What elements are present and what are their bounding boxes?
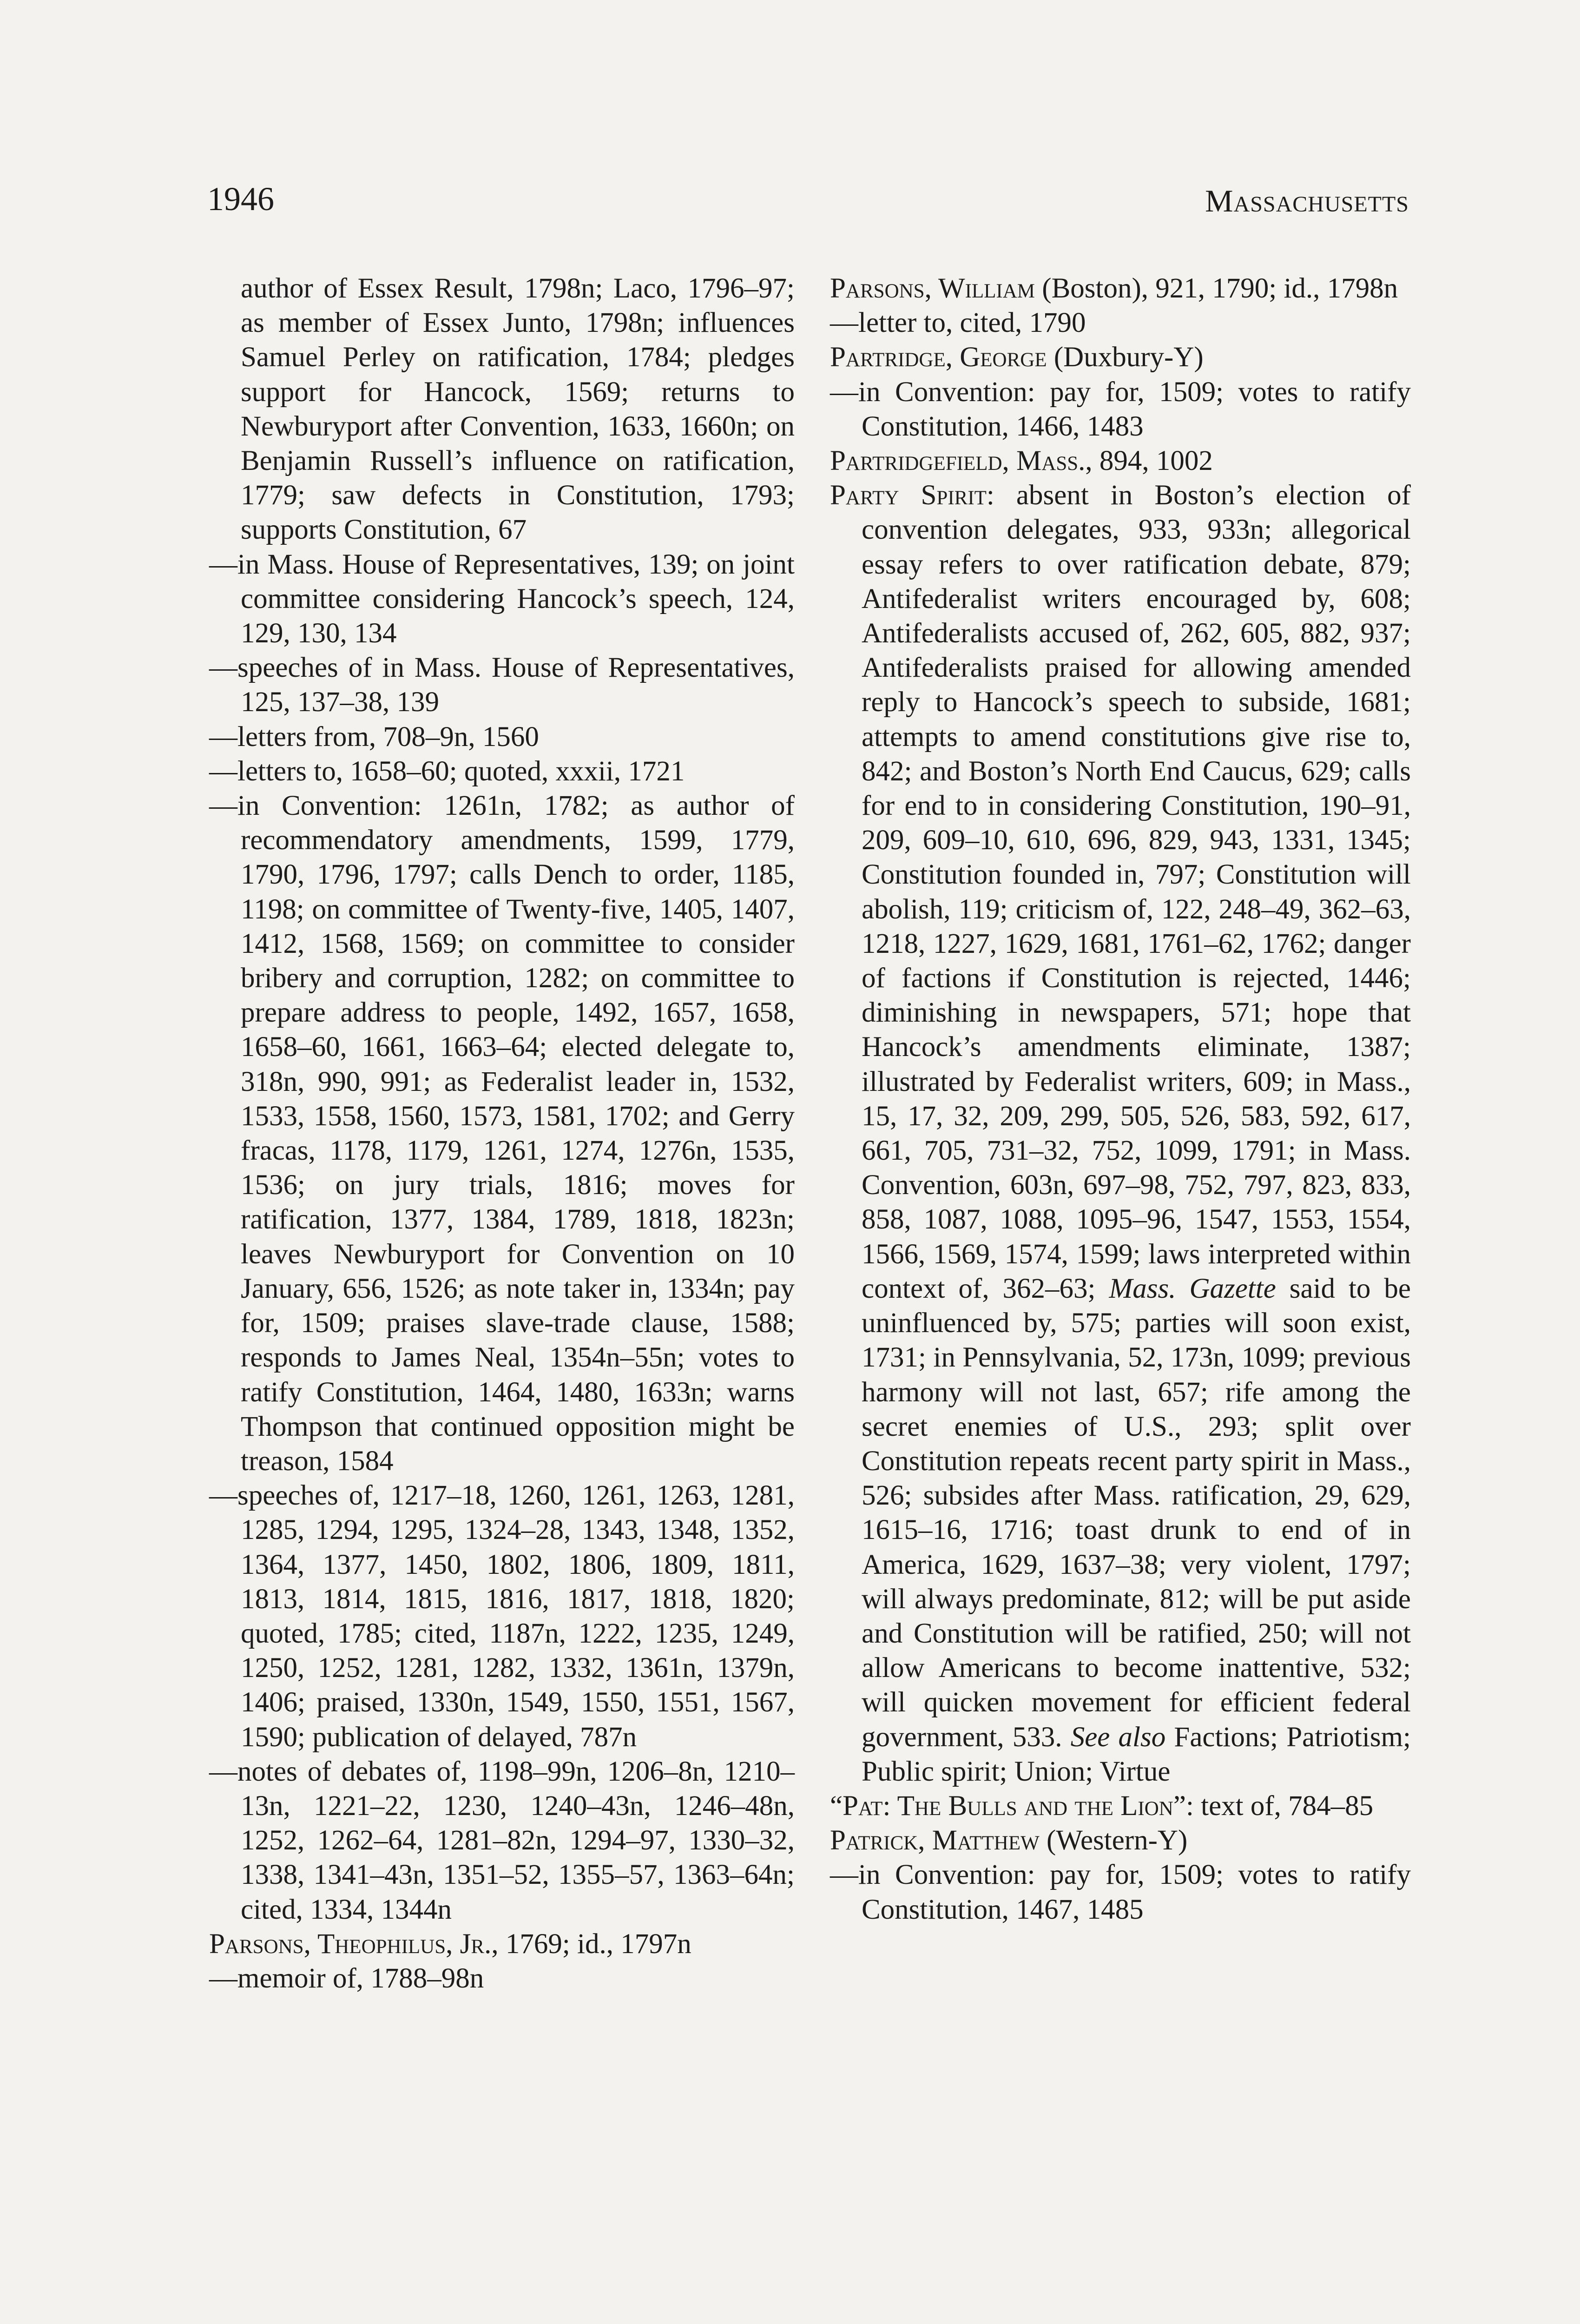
entry-heading: Partridge, George [830,342,1047,373]
subentry-mass-house: —in Mass. House of Representatives, 139; on joint committee considering Hancock’s speech, 124, 129, 130, 134 [209,548,795,649]
subentry-speeches: —speeches of, 1217–18, 1260, 1261, 1263, 1281, 1285, 1294, 1295, 1324–28, 1343, 1348, 1352, 1364, 1377, 1450, 1802, 1806, 1809, 1811, 1813, 1814, 1815, 1816, 1817, 1818, 1820; quoted, 1785; cited, 1187n, 1222, 1235, 1249, 1250, 1252, 1281, 1282, 1332, 1361n, 1379n, 1406; praised, 1330n, 1549, 1550, 1551, 1567, 1590; publication of delayed, 787n [209,1480,795,1753]
entry-text: (Boston), 921, 1790; id., 1798n [1035,273,1398,304]
entry-text: : text of, 784–85 [1185,1790,1374,1822]
subentry-in-convention: —in Convention: 1261n, 1782; as author of recommendatory amendments, 1599, 1779, 1790, 1796, 1797; calls Dench to order, 1185, 1198; on committee of Twenty-five, 1405, 1407, 1412, 1568, 1569; on committee to consider bribery and corruption, 1282; on committee to prepare address to people, 1492, 1657, 1658, 1658–60, 1661, 1663–64; elected delegate to, 318n, 990, 991; as Federalist leader in, 1532, 1533, 1558, 1560, 1573, 1581, 1702; and Gerry fracas, 1178, 1179, 1261, 1274, 1276n, 1535, 1536; on jury trials, 1816; moves for ratification, 1377, 1384, 1789, 1818, 1823n; leaves Newburyport for Convention on 10 January, 656, 1526; as note taker in, 1334n; pay for, 1509; praises slave-trade clause, 1588; responds to James Neal, 1354n–55n; votes to ratify Constitution, 1464, 1480, 1633n; warns Thompson that continued opposition might be treason, 1584 [209,790,795,1477]
entry-text: (Duxbury-Y) [1047,342,1204,373]
subentry-in-convention: —in Convention: pay for, 1509; votes to ratify Constitution, 1466, 1483 [830,376,1411,442]
entry-text: , 1769; id., 1797n [491,1928,691,1960]
entry-heading: Patrick, Matthew [830,1825,1040,1856]
entry-patrick-matthew [830,1823,1411,1858]
page-number: 1946 [207,180,274,218]
entry-pat-bulls-lion [830,1789,1411,1823]
entry-heading: Party Spirit [830,480,987,511]
entry-text: , 894, 1002 [1085,445,1213,477]
entry-partridge-george [830,340,1411,375]
entry-heading: Partridgefield, Mass. [830,445,1086,477]
running-head: Massachusetts [1205,183,1409,218]
entry-continuation: author of Essex Result, 1798n; Laco, 1796–97; as member of Essex Junto, 1798n; influences Samuel Perley on ratification, 1784; pledges support for Hancock, 1569; returns to Newburyport after Convention, 1633, 1660n; on Benjamin Russell’s influence on ratification, 1779; saw defects in Constitution, 1793; supports Constitution, 67 [241,273,795,546]
subentry-memoir: —memoir of, 1788–98n [209,1962,484,1994]
entry-text: (Western-Y) [1039,1825,1188,1856]
see-also-label: See also [1070,1721,1166,1753]
entry-text: Factions; Patriotism; Public spirit; Union; Virtue [862,1721,1411,1787]
entry-partridgefield [830,444,1411,478]
entry-heading: “Pat: The Bulls and the Lion” [830,1790,1186,1822]
left-column [209,271,795,1996]
subentry-letters-to: —letters to, 1658–60; quoted, xxxii, 1721 [209,755,685,787]
entry-heading: Parsons, Theophilus, Jr. [209,1928,492,1960]
subentry-in-convention: —in Convention: pay for, 1509; votes to ratify Constitution, 1467, 1485 [830,1859,1411,1925]
subentry-letters-from: —letters from, 708–9n, 1560 [209,721,539,753]
subentry-letter-to: —letter to, cited, 1790 [830,307,1086,339]
subentry-speeches-house: —speeches of in Mass. House of Representatives, 125, 137–38, 139 [209,652,795,718]
subentry-notes-of-debates: —notes of debates of, 1198–99n, 1206–8n, 1210–13n, 1221–22, 1230, 1240–43n, 1246–48n, 1252, 1262–64, 1281–82n, 1294–97, 1330–32, 1338, 1341–43n, 1351–52, 1355–57, 1363–64n; cited, 1334, 1344n [209,1756,795,1925]
entry-parsons-theophilus [209,1927,795,1961]
entry-heading: Parsons, William [830,273,1035,304]
right-column [830,271,1411,1927]
entry-italic-title: Mass. Gazette [1109,1273,1276,1304]
entry-parsons-william [830,271,1411,306]
entry-text: said to be uninfluenced by, 575; parties will soon exist, 1731; in Pennsylvania, 52, 173n, 1099; previous harmony will not last, 657; rife among the secret enemies of U.S., 293; split over Constitution repeats recent party spirit in Mass., 526; subsides after Mass. ratification, 29, 629, 1615–16, 1716; toast drunk to end of in America, 1629, 1637–38; very violent, 1797; will always predominate, 812; will be put aside and Constitution will be ratified, 250; will not allow Americans to become inattentive, 532; will quicken movement for efficient federal government, 533. [862,1273,1411,1753]
entry-party-spirit [830,478,1411,1789]
entry-text: : absent in Boston’s election of convention delegates, 933, 933n; allegorical essay refers to over ratification debate, 879; Antifederalist writers encouraged by, 608; Antifederalists accused of, 262, 605, 882, 937; Antifederalists praised for allowing amended reply to Hancock’s speech to subside, 1681; attempts to amend constitutions give rise to, 842; and Boston’s North End Caucus, 629; calls for end to in considering Constitution, 190–91, 209, 609–10, 610, 696, 829, 943, 1331, 1345; Constitution founded in, 797; Constitution will abolish, 119; criticism of, 122, 248–49, 362–63, 1218, 1227, 1629, 1681, 1761–62, 1762; danger of factions if Constitution is rejected, 1446; diminishing in newspapers, 571; hope that Hancock’s amendments eliminate, 1387; illustrated by Federalist writers, 609; in Mass., 15, 17, 32, 209, 299, 505, 526, 583, 592, 617, 661, 705, 731–32, 752, 1099, 1791; in Mass. Convention, 603n, 697–98, 752, 797, 823, 833, 858, 1087, 1088, 1095–96, 1547, 1553, 1554, 1566, 1569, 1574, 1599; laws interpreted within context of, 362–63; [862,480,1411,1304]
